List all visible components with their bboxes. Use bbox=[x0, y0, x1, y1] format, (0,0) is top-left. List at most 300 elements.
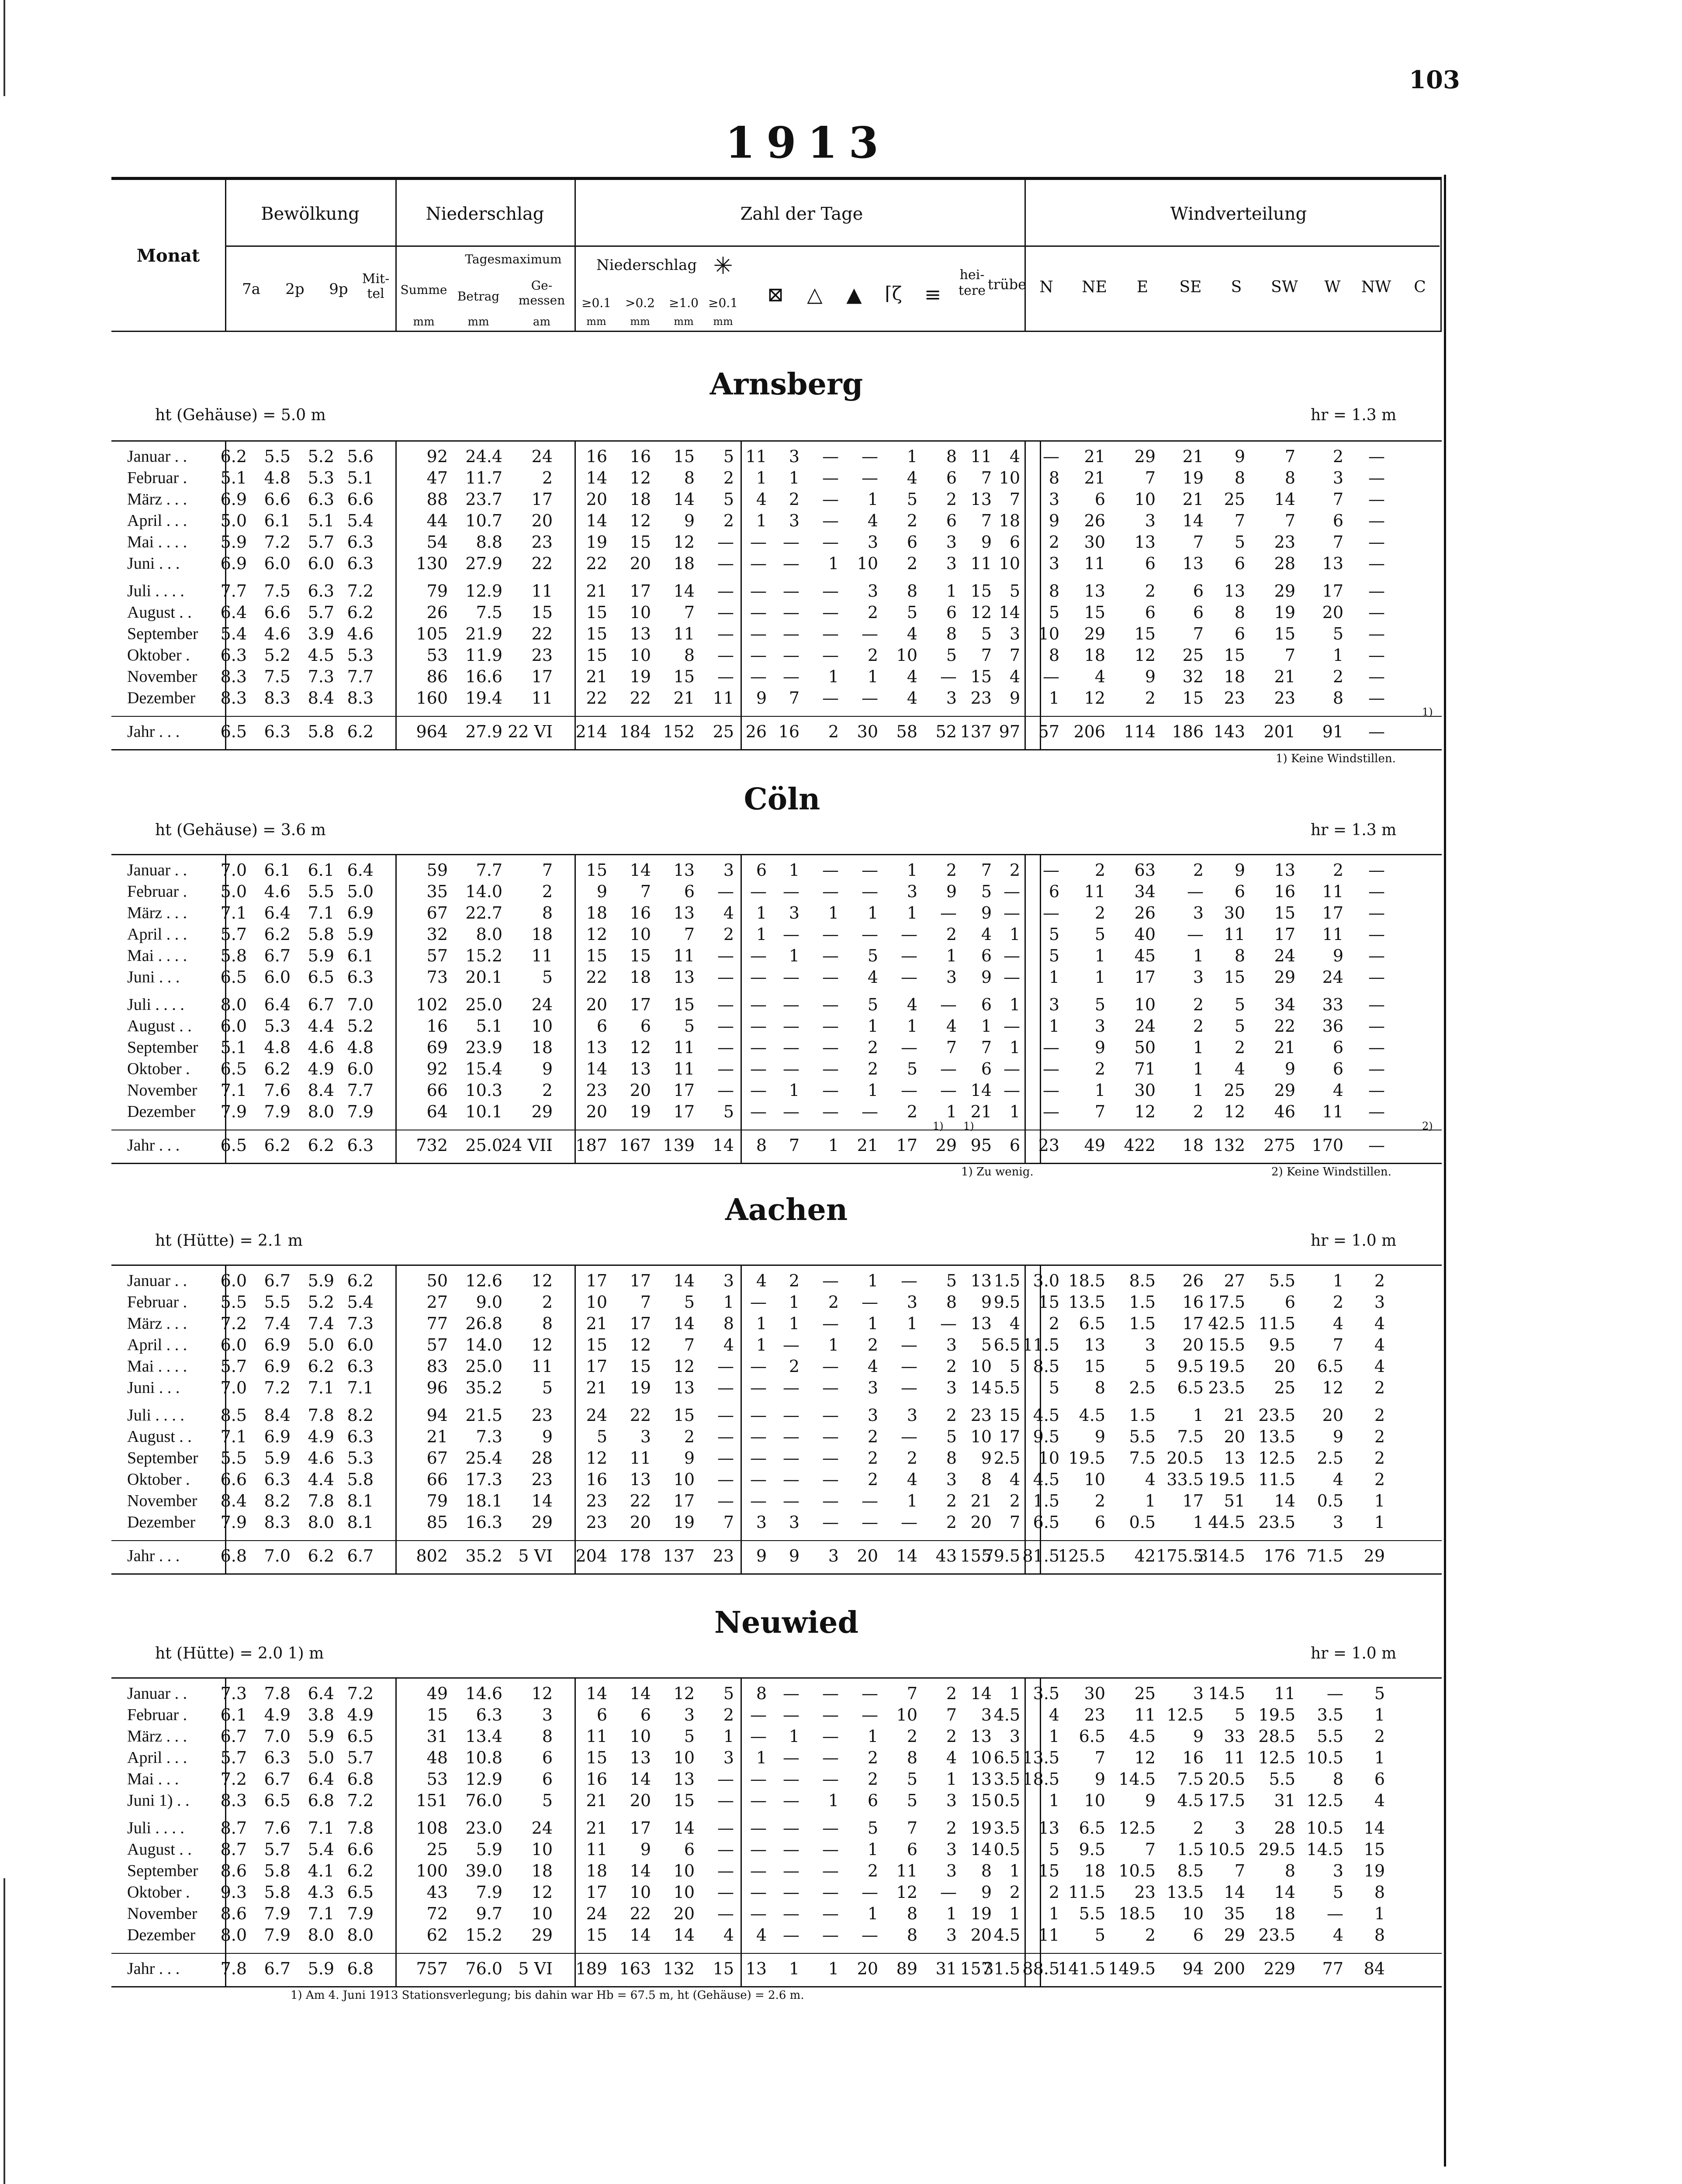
table-cell: 4 bbox=[1374, 1314, 1385, 1333]
table-cell: 2 bbox=[1049, 1314, 1059, 1333]
table-cell: 6.3 bbox=[220, 646, 247, 665]
table-cell: 17 bbox=[673, 1491, 695, 1510]
table-cell: 3 bbox=[1332, 1513, 1343, 1532]
table-cell: 9 bbox=[1284, 1059, 1295, 1078]
table-cell: 1 bbox=[867, 903, 878, 923]
table-cell: 18 bbox=[999, 511, 1020, 530]
table-cell: 3 bbox=[946, 1861, 957, 1880]
table-cell: 6.9 bbox=[264, 1335, 291, 1355]
table-cell: 2 bbox=[1332, 447, 1343, 466]
table-cell: — bbox=[901, 925, 917, 944]
station-ht: ht (Hütte) = 2.1 m bbox=[155, 1232, 303, 1250]
table-cell: 11 bbox=[1224, 1748, 1245, 1767]
year-cell: 95 bbox=[970, 1136, 992, 1155]
table-cell: 3 bbox=[684, 1705, 695, 1724]
table-cell: — bbox=[862, 447, 878, 466]
header-summe-unit: mm bbox=[413, 315, 435, 328]
table-cell: 21 bbox=[1274, 667, 1295, 686]
table-cell: — bbox=[1368, 603, 1385, 622]
table-cell: 1.5 bbox=[1129, 1406, 1156, 1425]
station-hr: hr = 1.0 m bbox=[1311, 1645, 1397, 1662]
month-label: Mai . . . bbox=[127, 1770, 179, 1788]
table-cell: 6 bbox=[1145, 603, 1156, 622]
year-cell: 6.5 bbox=[220, 1136, 247, 1155]
table-cell: 1 bbox=[1009, 1861, 1020, 1880]
station-table bbox=[111, 1265, 1442, 1575]
table-cell: 1 bbox=[723, 1292, 734, 1312]
table-cell: 50 bbox=[426, 1271, 448, 1290]
table-cell: 23 bbox=[1274, 532, 1295, 552]
table-cell: 8.2 bbox=[347, 1406, 374, 1425]
table-cell: 15 bbox=[1274, 903, 1295, 923]
table-cell: 59 bbox=[426, 860, 448, 880]
table-cell: 5 bbox=[946, 646, 957, 665]
table-cell: — bbox=[717, 968, 734, 987]
table-cell: 26 bbox=[1134, 903, 1156, 923]
table-row bbox=[111, 688, 1442, 708]
table-cell: 1 bbox=[789, 468, 799, 487]
table-cell: 11 bbox=[1322, 882, 1343, 901]
table-cell: — bbox=[750, 1883, 767, 1902]
year-cell: 16 bbox=[778, 722, 799, 741]
table-cell: 62 bbox=[426, 1925, 448, 1945]
header-col-2p: 2p bbox=[285, 280, 305, 298]
table-cell: 6.5 bbox=[1079, 1727, 1105, 1746]
table-cell: 6.6 bbox=[347, 1840, 374, 1859]
table-cell: — bbox=[717, 1081, 734, 1100]
table-cell: 22 bbox=[1274, 1016, 1295, 1036]
table-cell: 12 bbox=[586, 925, 607, 944]
table-cell: 51 bbox=[1224, 1491, 1245, 1510]
table-cell: 8 bbox=[946, 1448, 957, 1468]
month-label: April . . . bbox=[127, 511, 187, 530]
table-cell: — bbox=[1368, 532, 1385, 552]
sum-rule bbox=[111, 716, 1442, 717]
table-cell: 13 bbox=[586, 1038, 607, 1057]
table-cell: 17 bbox=[630, 581, 651, 601]
table-cell: 5 bbox=[946, 1271, 957, 1290]
table-cell: 1 bbox=[1009, 1684, 1020, 1703]
table-cell: 5.7 bbox=[308, 603, 334, 622]
table-cell: 11 bbox=[673, 1038, 695, 1057]
table-cell: — bbox=[901, 946, 917, 965]
table-cell: 21 bbox=[426, 1427, 448, 1446]
table-cell: — bbox=[717, 554, 734, 573]
table-cell: — bbox=[750, 995, 767, 1014]
table-cell: 2 bbox=[1145, 1925, 1156, 1945]
year-row bbox=[111, 1958, 1442, 1979]
table-cell: — bbox=[940, 1883, 957, 1902]
table-cell: 1 bbox=[1049, 1016, 1059, 1036]
table-cell: — bbox=[750, 532, 767, 552]
table-cell: 4 bbox=[1009, 1470, 1020, 1489]
table-cell: 1 bbox=[867, 1840, 878, 1859]
table-cell: 5 bbox=[1094, 925, 1105, 944]
table-cell: — bbox=[822, 1904, 839, 1923]
table-cell: 5 bbox=[1374, 1684, 1385, 1703]
table-cell: 20 bbox=[586, 1102, 607, 1121]
table-cell: 11 bbox=[1224, 925, 1245, 944]
table-cell: 7.2 bbox=[347, 1684, 374, 1703]
table-cell: 7.3 bbox=[220, 1684, 247, 1703]
table-cell: 31 bbox=[426, 1727, 448, 1746]
table-cell: 1 bbox=[981, 1016, 992, 1036]
table-cell: 8 bbox=[756, 1684, 767, 1703]
table-cell: — bbox=[783, 581, 799, 601]
table-cell: 2 bbox=[867, 1861, 878, 1880]
table-cell: 5 bbox=[1094, 995, 1105, 1014]
table-cell: 30 bbox=[1084, 1684, 1105, 1703]
table-cell: — bbox=[1368, 667, 1385, 686]
table-cell: 5 bbox=[596, 1427, 607, 1446]
table-cell: 16 bbox=[630, 903, 651, 923]
table-cell: 8 bbox=[907, 1925, 917, 1945]
table-cell: 5.5 bbox=[264, 447, 291, 466]
table-cell: 69 bbox=[426, 1038, 448, 1057]
year-cell: 125.5 bbox=[1058, 1546, 1105, 1565]
table-cell: 20.5 bbox=[1208, 1769, 1245, 1789]
table-cell: 8 bbox=[723, 1314, 734, 1333]
table-cell: 1 bbox=[907, 860, 917, 880]
table-cell: 4 bbox=[1374, 1357, 1385, 1376]
table-cell: 1 bbox=[789, 1292, 799, 1312]
table-cell: 6 bbox=[907, 1840, 917, 1859]
table-cell: 16 bbox=[586, 1769, 607, 1789]
table-cell: — bbox=[783, 1016, 799, 1036]
table-cell: 13 bbox=[630, 1059, 651, 1078]
table-cell: — bbox=[862, 624, 878, 643]
table-row bbox=[111, 1903, 1442, 1924]
table-cell: 4.8 bbox=[264, 468, 291, 487]
table-cell: 7 bbox=[1332, 1335, 1343, 1355]
year-cell: 964 bbox=[416, 722, 448, 741]
table-cell: 3 bbox=[1193, 903, 1204, 923]
table-cell: 8.0 bbox=[220, 1925, 247, 1945]
table-row bbox=[111, 1818, 1442, 1838]
table-cell: 11 bbox=[1038, 1925, 1059, 1945]
table-cell: 14 bbox=[1364, 1818, 1385, 1838]
table-cell: 22 bbox=[586, 688, 607, 708]
table-cell: — bbox=[822, 1038, 839, 1057]
table-cell: 1 bbox=[907, 1314, 917, 1333]
year-cell: 2 bbox=[828, 722, 839, 741]
table-cell: 25 bbox=[1134, 1684, 1156, 1703]
year-cell: 200 bbox=[1213, 1959, 1245, 1978]
table-cell: 12 bbox=[1322, 1378, 1343, 1397]
table-cell: 14.5 bbox=[1118, 1769, 1156, 1789]
table-cell: 6.3 bbox=[264, 1470, 291, 1489]
table-cell: 6.0 bbox=[220, 1271, 247, 1290]
table-cell: — bbox=[717, 1840, 734, 1859]
table-row bbox=[111, 881, 1442, 902]
table-cell: 4.6 bbox=[308, 1038, 334, 1057]
table-cell: 12.5 bbox=[1118, 1818, 1156, 1838]
header-wind-ne: NE bbox=[1082, 278, 1107, 296]
table-cell: — bbox=[783, 1427, 799, 1446]
table-cell: 48 bbox=[426, 1748, 448, 1767]
table-cell: 18.5 bbox=[1118, 1904, 1156, 1923]
table-row bbox=[111, 1334, 1442, 1355]
table-cell: 8 bbox=[1234, 603, 1245, 622]
table-cell: 15 bbox=[970, 581, 992, 601]
header-thr-unit: mm bbox=[713, 315, 733, 328]
table-cell: — bbox=[717, 1861, 734, 1880]
table-cell: 14 bbox=[673, 1271, 695, 1290]
table-cell: 4 bbox=[756, 490, 767, 509]
table-cell: — bbox=[1327, 1904, 1343, 1923]
table-cell: 22 bbox=[531, 554, 553, 573]
table-cell: — bbox=[1327, 1684, 1343, 1703]
table-cell: — bbox=[822, 490, 839, 509]
table-cell: 6.4 bbox=[264, 903, 291, 923]
header-col-7a: 7a bbox=[242, 280, 260, 298]
table-cell: 2 bbox=[1193, 1102, 1204, 1121]
table-cell: 8.7 bbox=[220, 1840, 247, 1859]
table-cell: 2 bbox=[542, 882, 553, 901]
table-cell: — bbox=[783, 968, 799, 987]
month-label: Oktober . bbox=[127, 1883, 190, 1901]
table-cell: 2 bbox=[723, 925, 734, 944]
header-betrag-unit: mm bbox=[467, 315, 489, 328]
table-cell: — bbox=[1043, 667, 1059, 686]
table-cell: 13 bbox=[673, 860, 695, 880]
table-cell: 9 bbox=[596, 882, 607, 901]
table-cell: 2 bbox=[946, 1684, 957, 1703]
table-cell: 12.5 bbox=[1166, 1705, 1204, 1724]
table-cell: 5.1 bbox=[347, 468, 374, 487]
table-cell: 1 bbox=[828, 1791, 839, 1810]
table-cell: 15 bbox=[1084, 603, 1105, 622]
table-cell: 6.3 bbox=[347, 1357, 374, 1376]
table-cell: 5.8 bbox=[264, 1861, 291, 1880]
year-cell: 97 bbox=[999, 722, 1020, 741]
table-cell: 8.0 bbox=[308, 1925, 334, 1945]
year-cell: 42 bbox=[1134, 1546, 1156, 1565]
table-cell: 6.5 bbox=[347, 1883, 374, 1902]
header-wind-nw: NW bbox=[1361, 278, 1391, 296]
table-cell: — bbox=[1043, 1102, 1059, 1121]
table-cell: 19.5 bbox=[1258, 1705, 1295, 1724]
year-cell: 20 bbox=[857, 1959, 878, 1978]
table-cell: 7.2 bbox=[347, 581, 374, 601]
table-cell: 10 bbox=[673, 1861, 695, 1880]
table-cell: — bbox=[717, 882, 734, 901]
table-cell: 10.7 bbox=[465, 511, 502, 530]
table-cell: 8.3 bbox=[220, 1791, 247, 1810]
table-cell: 8 bbox=[542, 1727, 553, 1746]
table-cell: — bbox=[783, 882, 799, 901]
table-row bbox=[111, 581, 1442, 601]
table-cell: 7 bbox=[1284, 447, 1295, 466]
station-name: Cöln bbox=[744, 782, 820, 817]
table-cell: 11 bbox=[1134, 1705, 1156, 1724]
table-cell: — bbox=[783, 1791, 799, 1810]
table-cell: 20 bbox=[1322, 603, 1343, 622]
table-cell: 1 bbox=[867, 1271, 878, 1290]
table-cell: 2 bbox=[946, 1491, 957, 1510]
table-cell: 108 bbox=[416, 1818, 448, 1838]
table-cell: 23.5 bbox=[1208, 1378, 1245, 1397]
table-cell: 4 bbox=[1009, 447, 1020, 466]
table-cell: 8 bbox=[1049, 581, 1059, 601]
table-cell: 34 bbox=[1134, 882, 1156, 901]
table-row bbox=[111, 666, 1442, 687]
table-cell: 1 bbox=[756, 1748, 767, 1767]
table-cell: 29 bbox=[531, 1513, 553, 1532]
table-cell: — bbox=[783, 1470, 799, 1489]
table-cell: 5 bbox=[907, 490, 917, 509]
table-cell: 17 bbox=[1322, 903, 1343, 923]
table-cell: 67 bbox=[426, 903, 448, 923]
table-cell: 57 bbox=[426, 1335, 448, 1355]
table-cell: 5.5 bbox=[993, 1378, 1020, 1397]
table-cell: 6.0 bbox=[264, 554, 291, 573]
table-cell: 2 bbox=[907, 554, 917, 573]
table-cell: — bbox=[750, 554, 767, 573]
table-cell: 9 bbox=[1234, 447, 1245, 466]
table-cell: 2 bbox=[1094, 1059, 1105, 1078]
table-cell: 8.6 bbox=[220, 1861, 247, 1880]
table-cell: — bbox=[1004, 882, 1020, 901]
table-cell: 11 bbox=[1322, 1102, 1343, 1121]
footnote-marker: 1) bbox=[933, 1120, 944, 1132]
table-cell: 14 bbox=[970, 1081, 992, 1100]
table-cell: 2 bbox=[867, 1748, 878, 1767]
table-cell: 13 bbox=[1038, 1818, 1059, 1838]
table-cell: 17.5 bbox=[1208, 1292, 1245, 1312]
table-cell: 1 bbox=[867, 1314, 878, 1333]
table-cell: 10 bbox=[1134, 490, 1156, 509]
table-cell: 6.6 bbox=[220, 1470, 247, 1489]
year-cell: 25 bbox=[713, 722, 734, 741]
table-cell: 6 bbox=[1049, 882, 1059, 901]
table-cell: 1 bbox=[1145, 1491, 1156, 1510]
table-cell: 23 bbox=[586, 1513, 607, 1532]
table-cell: 12 bbox=[673, 532, 695, 552]
table-cell: 0.5 bbox=[993, 1791, 1020, 1810]
table-cell: 12 bbox=[1134, 1102, 1156, 1121]
year-cell: 143 bbox=[1213, 722, 1245, 741]
table-cell: 7 bbox=[907, 1818, 917, 1838]
table-cell: 6.9 bbox=[220, 554, 247, 573]
table-cell: 10 bbox=[630, 603, 651, 622]
table-cell: — bbox=[783, 624, 799, 643]
table-cell: — bbox=[822, 447, 839, 466]
table-cell: — bbox=[1368, 554, 1385, 573]
table-cell: 6.1 bbox=[347, 946, 374, 965]
table-cell: 11.5 bbox=[1068, 1883, 1105, 1902]
table-cell: 7.7 bbox=[476, 860, 502, 880]
table-cell: 7 bbox=[684, 1335, 695, 1355]
table-cell: — bbox=[862, 1925, 878, 1945]
table-cell: — bbox=[1004, 946, 1020, 965]
table-cell: 1 bbox=[1374, 1748, 1385, 1767]
table-cell: 13 bbox=[1322, 554, 1343, 573]
month-label: Januar . . bbox=[127, 1272, 187, 1290]
month-label: September bbox=[127, 1038, 198, 1057]
table-cell: 5 bbox=[723, 1102, 734, 1121]
table-cell: 6.6 bbox=[264, 603, 291, 622]
table-cell: — bbox=[822, 1016, 839, 1036]
table-cell: — bbox=[822, 1705, 839, 1724]
month-label: August . . bbox=[127, 1427, 192, 1446]
table-cell: 6.0 bbox=[220, 1335, 247, 1355]
month-label: September bbox=[127, 625, 198, 643]
table-cell: 2 bbox=[1145, 581, 1156, 601]
table-cell: — bbox=[822, 1448, 839, 1468]
table-cell: 29 bbox=[1084, 624, 1105, 643]
table-cell: 18 bbox=[630, 968, 651, 987]
table-cell: 2 bbox=[789, 1271, 799, 1290]
year-cell: 732 bbox=[416, 1136, 448, 1155]
table-cell: 15 bbox=[630, 1357, 651, 1376]
table-cell: 7.2 bbox=[347, 1791, 374, 1810]
table-cell: 12 bbox=[586, 1448, 607, 1468]
table-cell: 35 bbox=[426, 882, 448, 901]
table-cell: 7 bbox=[1284, 646, 1295, 665]
table-cell: 7.3 bbox=[347, 1314, 374, 1333]
table-cell: 11 bbox=[896, 1861, 917, 1880]
table-cell: 19 bbox=[1274, 603, 1295, 622]
year-cell: 7 bbox=[789, 1136, 799, 1155]
table-row bbox=[111, 1080, 1442, 1101]
table-cell: 12 bbox=[970, 603, 992, 622]
table-cell: 1 bbox=[1009, 925, 1020, 944]
table-cell: 23.0 bbox=[465, 1818, 502, 1838]
table-row bbox=[111, 1058, 1442, 1079]
table-cell: 8.1 bbox=[347, 1513, 374, 1532]
table-cell: 10 bbox=[586, 1292, 607, 1312]
year-cell: 137 bbox=[960, 722, 992, 741]
table-cell: 4 bbox=[1332, 1470, 1343, 1489]
table-cell: 5.7 bbox=[264, 1840, 291, 1859]
footnote-marker: 2) bbox=[1422, 1120, 1433, 1132]
table-cell: 6 bbox=[640, 1705, 651, 1724]
table-cell: 2 bbox=[946, 1406, 957, 1425]
table-cell: — bbox=[750, 1491, 767, 1510]
table-cell: 7.1 bbox=[220, 903, 247, 923]
table-cell: 14 bbox=[630, 1861, 651, 1880]
table-cell: 6 bbox=[1374, 1769, 1385, 1789]
table-cell: 3.0 bbox=[1033, 1271, 1059, 1290]
table-cell: 6.0 bbox=[347, 1335, 374, 1355]
table-cell: 1 bbox=[789, 860, 799, 880]
table-cell: 5 bbox=[981, 882, 992, 901]
table-cell: — bbox=[783, 1378, 799, 1397]
table-cell: 13 bbox=[1084, 1335, 1105, 1355]
table-cell: 6.9 bbox=[264, 1427, 291, 1446]
table-cell: 19.4 bbox=[465, 688, 502, 708]
year-cell: 31.5 bbox=[983, 1959, 1020, 1978]
table-cell: 25 bbox=[1274, 1378, 1295, 1397]
table-row bbox=[111, 1426, 1442, 1447]
footnote: 2) Keine Windstillen. bbox=[1271, 1165, 1391, 1178]
table-cell: 6 bbox=[684, 1840, 695, 1859]
table-cell: 8 bbox=[1332, 1769, 1343, 1789]
table-cell: 10 bbox=[630, 925, 651, 944]
year-cell: 137 bbox=[663, 1546, 695, 1565]
table-cell: 24 bbox=[1274, 946, 1295, 965]
header-thr-2: >0.2 bbox=[625, 296, 655, 310]
table-cell: 1 bbox=[907, 903, 917, 923]
table-cell: 19 bbox=[586, 532, 607, 552]
table-cell: — bbox=[750, 603, 767, 622]
table-cell: 17.3 bbox=[465, 1470, 502, 1489]
table-cell: 14 bbox=[1274, 1491, 1295, 1510]
table-cell: 13 bbox=[673, 903, 695, 923]
table-cell: — bbox=[750, 1292, 767, 1312]
station-name: Neuwied bbox=[714, 1605, 859, 1640]
